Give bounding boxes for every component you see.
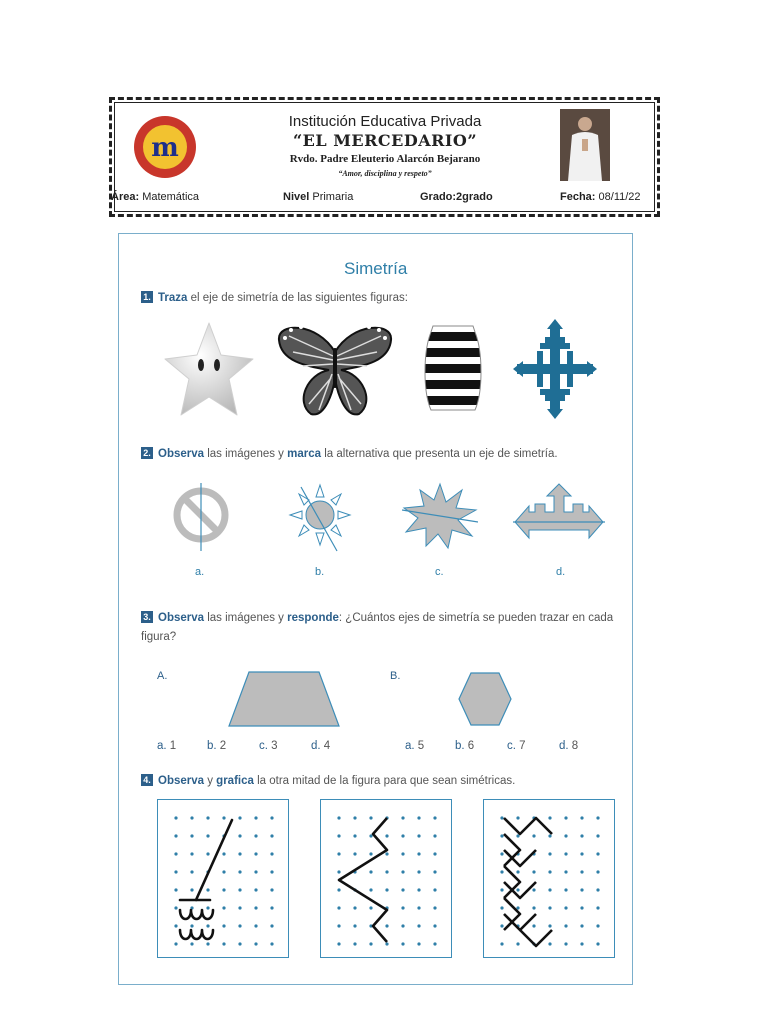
grid-dot [596, 816, 599, 819]
q2-label-d: d. [556, 566, 566, 578]
grid-dot [270, 924, 273, 927]
grid-dot [337, 816, 340, 819]
q4-text-2: la otra mitad de la figura para que sean simétricas. [253, 775, 516, 787]
grid-dot [206, 924, 209, 927]
grid-dot [548, 852, 551, 855]
question-4 [141, 772, 515, 790]
grid-dot [174, 852, 177, 855]
grid-dot [270, 852, 273, 855]
grid-dot [433, 942, 436, 945]
grid-dot [270, 888, 273, 891]
grid-dot [500, 852, 503, 855]
grid-dot [190, 942, 193, 945]
header-inner-frame [111, 102, 655, 212]
grid-dot [564, 816, 567, 819]
grid-dot [222, 816, 225, 819]
grid-dot [417, 852, 420, 855]
grid-dot [385, 834, 388, 837]
q4-number: 4. [141, 774, 153, 786]
grid-dot [337, 924, 340, 927]
q2-option-a-figure[interactable] [169, 479, 233, 555]
grid-dot [337, 942, 340, 945]
drawing-grid-3[interactable] [483, 799, 615, 958]
q1-number: 1. [141, 291, 153, 303]
grid-dot [564, 942, 567, 945]
q3-text-1: las imágenes y [204, 612, 288, 624]
grid-dot [222, 942, 225, 945]
level-label: Nivel [283, 191, 310, 203]
grid-3-figure [484, 800, 616, 959]
q2-option-b-figure[interactable] [287, 479, 353, 555]
grid-dot [254, 924, 257, 927]
q3-b-option-a[interactable]: a. 5 [405, 740, 425, 752]
grid-dot [548, 816, 551, 819]
q3-b-option-b[interactable]: b. 6 [455, 740, 475, 752]
grid-dot [433, 816, 436, 819]
date-value: 08/11/22 [598, 191, 641, 203]
q4-keyword-2: grafica [216, 775, 254, 787]
grid-dot [270, 834, 273, 837]
q3-keyword-1: Observa [158, 612, 205, 624]
grid-dot [433, 906, 436, 909]
grid-dot [417, 888, 420, 891]
motto-line: “Amor, disciplina y respeto” [338, 169, 432, 178]
area-value: Matemática [142, 191, 200, 203]
question-2 [141, 445, 558, 463]
grid-dot [238, 834, 241, 837]
grid-dot [596, 834, 599, 837]
institution-line: Institución Educativa Privada [288, 113, 482, 130]
grid-dot [353, 942, 356, 945]
q3-number: 3. [141, 611, 153, 623]
grid-dot [564, 906, 567, 909]
grid-dot [500, 924, 503, 927]
grid-dot [580, 816, 583, 819]
grid-2-figure [321, 800, 453, 959]
grid-dot [433, 834, 436, 837]
grid-dot [548, 924, 551, 927]
grid-dot [500, 942, 503, 945]
grid-dot [206, 906, 209, 909]
grid-dot [433, 870, 436, 873]
grid-dot [580, 924, 583, 927]
grid-dot [532, 924, 535, 927]
grid-dot [401, 870, 404, 873]
date-field [560, 191, 641, 203]
grid-dot [174, 834, 177, 837]
q2-label-a: a. [195, 566, 205, 578]
q3-keyword-2: responde [287, 612, 339, 624]
q2-option-d-figure[interactable] [513, 482, 605, 550]
grid-dot [580, 834, 583, 837]
grid-dot [270, 816, 273, 819]
q3-b-option-d[interactable]: d. 8 [559, 740, 579, 752]
q3-a-option-d[interactable]: d. 4 [311, 740, 331, 752]
grid-dot [254, 852, 257, 855]
grid-dot [254, 942, 257, 945]
grid-dot [353, 906, 356, 909]
grid-dot [369, 816, 372, 819]
grid-dot [206, 816, 209, 819]
grid-dot [516, 888, 519, 891]
grid-dot [401, 834, 404, 837]
grid-dot [401, 924, 404, 927]
grid-dot [270, 870, 273, 873]
grid-dot [238, 924, 241, 927]
grid-dot [564, 870, 567, 873]
grid-dot [222, 888, 225, 891]
grid-dot [222, 870, 225, 873]
grid-dot [190, 816, 193, 819]
q3-part-a-label: A. [157, 670, 168, 682]
q2-label-c: c. [435, 566, 444, 578]
grid-dot [433, 852, 436, 855]
grid-dot [254, 906, 257, 909]
grid-dot [337, 852, 340, 855]
grid-dot [417, 870, 420, 873]
q4-keyword-1: Observa [158, 775, 205, 787]
grid-dot [190, 834, 193, 837]
grid-dot [401, 888, 404, 891]
grid-dot [532, 870, 535, 873]
grid-dot [417, 924, 420, 927]
grid-dot [385, 870, 388, 873]
grid-dot [385, 852, 388, 855]
grid-dot [401, 942, 404, 945]
grade-label: Grado:2grado [420, 191, 493, 203]
grid-dot [174, 906, 177, 909]
grid-dot [337, 888, 340, 891]
grid-dot [353, 852, 356, 855]
area-field [111, 191, 199, 203]
school-name: “EL MERCEDARIO” [292, 131, 478, 150]
grid-dot [254, 834, 257, 837]
grid-dot [190, 888, 193, 891]
q2-label-b: b. [315, 566, 325, 578]
grid-dot [353, 924, 356, 927]
q1-keyword: Traza [158, 292, 188, 304]
grid-dot [190, 870, 193, 873]
grid-dot [238, 906, 241, 909]
grid-dot [190, 924, 193, 927]
grid-dot [580, 888, 583, 891]
grid-dot [401, 906, 404, 909]
grid-dot [500, 816, 503, 819]
grid-dot [564, 924, 567, 927]
grid-dot [580, 870, 583, 873]
grid-dot [174, 888, 177, 891]
q2-option-c-figure[interactable] [402, 482, 478, 550]
question-3 [141, 609, 613, 647]
trapezoid-figure [227, 670, 341, 728]
q2-keyword-2: marca [287, 448, 322, 460]
q3-a-option-b[interactable]: b. 2 [207, 740, 227, 752]
grid-dot [206, 942, 209, 945]
grid-dot [369, 888, 372, 891]
q3-a-option-a[interactable]: a. 1 [157, 740, 177, 752]
grid-dot [417, 906, 420, 909]
q3-b-option-c[interactable]: c. 7 [507, 740, 526, 752]
grid-dot [353, 834, 356, 837]
grid-dot [238, 942, 241, 945]
level-value: Primaria [312, 191, 354, 203]
grid-dot [385, 942, 388, 945]
question-1 [141, 289, 408, 307]
grid-dot [337, 906, 340, 909]
q2-text-2: la alternativa que presenta un eje de simetría. [321, 448, 558, 460]
grid-dot [433, 924, 436, 927]
grid-dot [385, 888, 388, 891]
grid-dot [270, 906, 273, 909]
grid-dot [500, 888, 503, 891]
grid-dot [254, 816, 257, 819]
grid-1-figure [158, 800, 290, 959]
grid-dot [174, 816, 177, 819]
grid-dot [564, 888, 567, 891]
grid-dot [433, 888, 436, 891]
grid-dot [532, 888, 535, 891]
q3-part-b-label: B. [390, 670, 401, 682]
grid-dot [500, 906, 503, 909]
drawing-grid-1[interactable] [157, 799, 289, 958]
grid-dot [337, 834, 340, 837]
grid-dot [174, 924, 177, 927]
grid-dot [206, 852, 209, 855]
drawing-grid-2[interactable] [320, 799, 452, 958]
star-figure[interactable] [163, 319, 255, 419]
grid-dot [548, 888, 551, 891]
q4-text-1: y [204, 775, 217, 787]
q1-text: el eje de simetría de las siguientes figuras: [187, 292, 408, 304]
founder-photo [560, 109, 610, 181]
grid-dot [580, 942, 583, 945]
grid-dot [337, 870, 340, 873]
grid-dot [516, 942, 519, 945]
vase-figure[interactable] [423, 322, 483, 414]
grid-dot [206, 834, 209, 837]
founder-line: Rvdo. Padre Eleuterio Alarcón Bejarano [289, 153, 481, 165]
grid-dot [417, 942, 420, 945]
grid-dot [548, 942, 551, 945]
q3-text-2: : ¿Cuántos ejes de simetría se pueden trazar en cada [338, 612, 614, 624]
grid-dot [564, 834, 567, 837]
grid-dot [548, 870, 551, 873]
grid-dot [238, 870, 241, 873]
grid-dot [417, 834, 420, 837]
worksheet-title: Simetría [344, 259, 408, 278]
grid-dot [596, 870, 599, 873]
grid-dot [369, 870, 372, 873]
arrow-cross-figure[interactable] [513, 319, 597, 419]
grid-dot [596, 888, 599, 891]
grid-dot [369, 906, 372, 909]
grid-dot [238, 888, 241, 891]
grade-field [420, 191, 493, 203]
grid-dot [270, 942, 273, 945]
grid-dot [596, 852, 599, 855]
grid-dot [238, 816, 241, 819]
hexagon-figure [457, 671, 513, 727]
grid-dot [401, 816, 404, 819]
q3-text-line2: figura? [141, 631, 177, 643]
grid-dot [500, 870, 503, 873]
grid-dot [254, 870, 257, 873]
grid-dot [417, 816, 420, 819]
area-label: Área: [111, 191, 140, 203]
grid-dot [206, 888, 209, 891]
grid-dot [516, 870, 519, 873]
q3-a-option-c[interactable]: c. 3 [259, 740, 278, 752]
q2-text-1: las imágenes y [204, 448, 288, 460]
worksheet [118, 233, 633, 985]
grid-dot [222, 906, 225, 909]
grid-dot [401, 852, 404, 855]
grid-dot [254, 888, 257, 891]
grid-dot [174, 870, 177, 873]
grid-dot [238, 852, 241, 855]
grid-dot [385, 924, 388, 927]
grid-dot [222, 924, 225, 927]
grid-dot [353, 816, 356, 819]
grid-dot [174, 942, 177, 945]
grid-dot [532, 834, 535, 837]
grid-dot [222, 852, 225, 855]
butterfly-figure[interactable] [277, 322, 393, 418]
grid-dot [369, 852, 372, 855]
grid-dot [369, 942, 372, 945]
grid-dot [532, 906, 535, 909]
grid-dot [516, 816, 519, 819]
q2-keyword-1: Observa [158, 448, 205, 460]
q2-number: 2. [141, 447, 153, 459]
date-label: Fecha: [560, 191, 596, 203]
logo-letter: m [151, 133, 179, 163]
school-logo [133, 115, 197, 179]
grid-dot [596, 906, 599, 909]
grid-dot [580, 906, 583, 909]
grid-dot [580, 852, 583, 855]
level-field [283, 191, 353, 203]
grid-dot [190, 852, 193, 855]
grid-dot [596, 924, 599, 927]
grid-dot [564, 852, 567, 855]
grid-dot [596, 942, 599, 945]
grid-dot [548, 906, 551, 909]
school-header [109, 97, 660, 217]
